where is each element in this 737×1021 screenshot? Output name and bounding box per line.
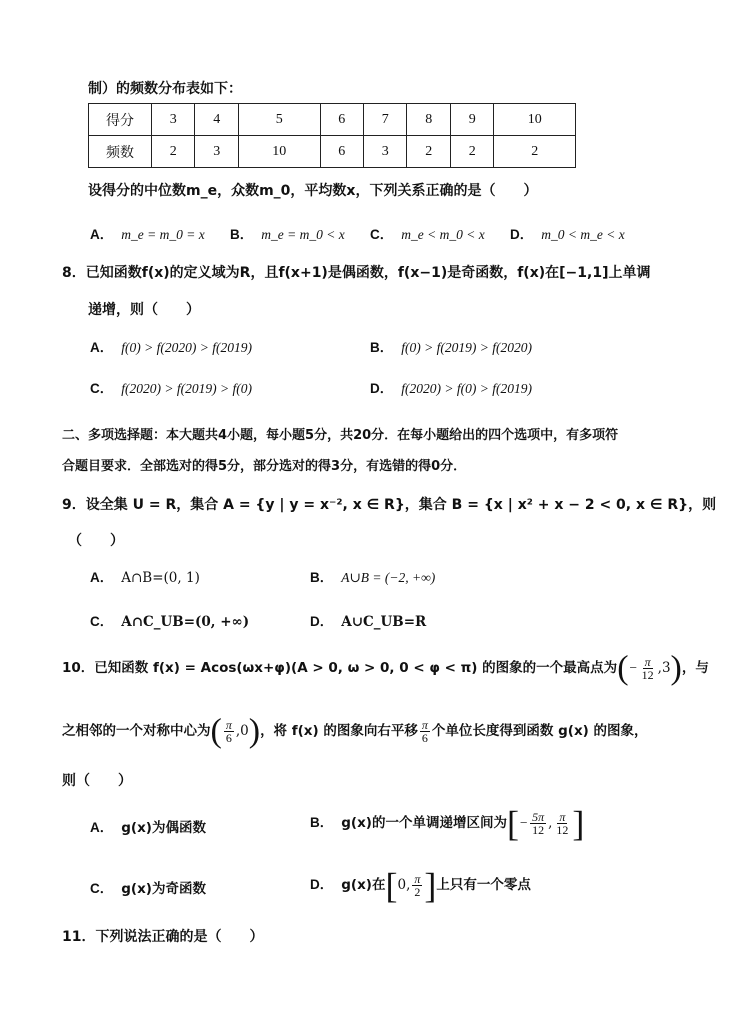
option-label: A． — [90, 820, 114, 835]
table-cell: 2 — [450, 136, 493, 168]
q7-stem: 设得分的中位数m_e，众数m_0，平均数x，下列关系正确的是（ ） — [88, 183, 538, 199]
q8-option-b — [370, 336, 532, 356]
fraction-numerator: π — [644, 655, 651, 669]
fraction-denominator: 12 — [641, 668, 654, 682]
q7-option-b — [230, 223, 345, 243]
interval-left-sign: − — [518, 815, 529, 830]
option-text: f(2020) > f(2019) > f(0) — [121, 381, 252, 396]
option-text: g(x)的一个单调递增区间为 — [341, 815, 507, 831]
table-cell: 2 — [494, 136, 576, 168]
table-cell: 4 — [195, 104, 238, 136]
option-text: g(x)在 — [341, 877, 386, 893]
table-cell: 6 — [320, 104, 363, 136]
q7-option-a — [90, 223, 205, 243]
interval-left-fraction — [530, 811, 546, 836]
table-header-frequency: 频数 — [89, 136, 152, 168]
bracket-open: [ — [385, 865, 398, 906]
q10-line2: 之相邻的一个对称中心为( $\frac{\pi}{6}$ ,0)，将 f(x) 的图象向右平移 $\frac{\pi}{6}$ 个单位长度得到函数 g(x) 的图象， — [62, 712, 648, 750]
table-row-frequency — [89, 136, 576, 168]
table-cell: 6 — [320, 136, 363, 168]
intro-line: 制）的频数分布表如下： — [88, 81, 242, 97]
option-label: D． — [510, 227, 534, 242]
shift-fraction — [420, 719, 430, 744]
option-text: A∪C_UB=R — [341, 614, 427, 630]
option-text: m_e = m_0 < x — [261, 227, 345, 242]
option-text: A∩C_UB=(0, +∞) — [121, 614, 250, 630]
option-label: A． — [90, 340, 114, 355]
paren-open: ( — [210, 712, 222, 750]
point2-fraction — [224, 719, 234, 744]
option-label: B． — [370, 340, 394, 355]
table-cell: 3 — [363, 136, 406, 168]
q9-line2: （ ） — [68, 533, 124, 549]
table-cell: 7 — [363, 104, 406, 136]
paren-open: ( — [617, 649, 629, 687]
option-text: m_e < m_0 < x — [401, 227, 485, 242]
option-label: D． — [310, 614, 334, 629]
point1-fraction — [640, 656, 656, 681]
table-cell: 2 — [407, 136, 450, 168]
q10-option-c — [90, 877, 206, 897]
bracket-open: [ — [506, 803, 519, 844]
fraction-denominator: 6 — [421, 731, 428, 745]
fraction-denominator: 6 — [225, 731, 232, 745]
fraction-numerator: π — [225, 718, 232, 732]
q10-option-a — [90, 816, 206, 836]
q10-line3: 则（ ） — [62, 773, 132, 789]
table-cell: 5 — [238, 104, 320, 136]
q7-option-c — [370, 223, 485, 243]
fraction-numerator: π — [414, 872, 421, 886]
q10-line1: 10．已知函数 f(x) = Acos(ωx+φ)(A > 0, ω > 0, 0 < φ < π) 的图象的一个最高点为(− $\frac{\pi}{12}$ ,3)，与 — [62, 649, 709, 687]
q10-line1-tail: ，与 — [681, 660, 709, 676]
option-label: D． — [370, 381, 394, 396]
fraction-numerator: 5π — [532, 810, 545, 824]
table-cell: 10 — [238, 136, 320, 168]
option-text: A∩B=(0, 1) — [121, 570, 200, 586]
option-label: C． — [90, 381, 114, 396]
q8-option-d — [370, 377, 532, 397]
option-text: m_0 < m_e < x — [541, 227, 625, 242]
option-label: B． — [230, 227, 254, 242]
q10-option-b: B． g(x)的一个单调递增区间为[− $\frac{5\pi}{12}$ , $\frac{\pi}{12}$ ] — [310, 803, 585, 844]
q8-line1: 8．已知函数f(x)的定义域为R，且f(x+1)是偶函数，f(x−1)是奇函数，f(x)在[−1,1]上单调 — [62, 265, 651, 281]
bracket-close: ] — [572, 803, 585, 844]
table-cell: 10 — [494, 104, 576, 136]
option-label: B． — [310, 570, 334, 585]
interval-hi-fraction — [412, 873, 422, 898]
point1-sign: − — [628, 660, 638, 675]
section2-line2: 合题目要求．全部选对的得5分，部分选对的得3分，有选错的得0分． — [62, 459, 467, 474]
table-cell: 3 — [152, 104, 195, 136]
q11-stem: 11．下列说法正确的是（ ） — [62, 929, 264, 945]
q8-option-a — [90, 336, 252, 356]
table-cell: 2 — [152, 136, 195, 168]
option-text: A∪B = (−2, +∞) — [341, 570, 436, 585]
interval-lo: 0 — [397, 877, 407, 893]
fraction-numerator: π — [421, 718, 428, 732]
paren-close: ) — [670, 649, 682, 687]
q10-line1-text: 10．已知函数 f(x) = Acos(ωx+φ)(A > 0, ω > 0, 0 < φ < π) 的图象的一个最高点为 — [62, 660, 618, 676]
option-label: B． — [310, 815, 334, 830]
q9-option-c — [90, 610, 249, 630]
fraction-numerator: π — [559, 810, 566, 824]
point2-y: 0 — [240, 723, 249, 739]
q8-option-c — [90, 377, 252, 397]
q9-line1: 9．设全集 U = R，集合 A = {y | y = x⁻², x ∈ R}，集合 B = {x | x² + x − 2 < 0, x ∈ R}，则 — [62, 497, 717, 513]
fraction-denominator: 12 — [556, 823, 569, 837]
interval-right-fraction — [554, 811, 570, 836]
q10-line2-mid: ，将 f(x) 的图象向右平移 — [260, 723, 418, 739]
table-cell: 9 — [450, 104, 493, 136]
q9-option-d — [310, 610, 426, 630]
q10-line2-tail: 个单位长度得到函数 g(x) 的图象， — [431, 723, 648, 739]
option-label: D． — [310, 877, 334, 892]
q7-option-d — [510, 223, 625, 243]
q8-line2: 递增，则（ ） — [88, 302, 200, 318]
option-text: m_e = m_0 = x — [121, 227, 205, 242]
section2-line1: 二、多项选择题：本大题共4小题，每小题5分，共20分．在每小题给出的四个选项中，有多项符 — [62, 428, 619, 443]
fraction-denominator: 12 — [532, 823, 545, 837]
option-text: f(0) > f(2019) > f(2020) — [401, 340, 532, 355]
fraction-denominator: 2 — [414, 885, 421, 899]
option-label: A． — [90, 227, 114, 242]
q9-option-b — [310, 566, 435, 586]
paren-close: ) — [248, 712, 261, 750]
bracket-close: ] — [424, 865, 437, 906]
table-header-score: 得分 — [89, 104, 152, 136]
option-label: C． — [370, 227, 394, 242]
option-label: A． — [90, 570, 114, 585]
option-text: g(x)为奇函数 — [121, 881, 206, 897]
option-text: g(x)为偶函数 — [121, 820, 206, 836]
option-text-tail: 上只有一个零点 — [436, 877, 531, 893]
option-text: f(2020) > f(0) > f(2019) — [401, 381, 532, 396]
option-label: C． — [90, 614, 114, 629]
option-text: f(0) > f(2020) > f(2019) — [121, 340, 252, 355]
option-label: C． — [90, 881, 114, 896]
point1-y: 3 — [661, 660, 671, 676]
table-cell: 3 — [195, 136, 238, 168]
table-row-score — [89, 104, 576, 136]
q10-line2-text: 之相邻的一个对称中心为 — [62, 723, 211, 739]
q10-option-d: D． g(x)在[0, $\frac{\pi}{2}$ ]上只有一个零点 — [310, 865, 531, 906]
table-cell: 8 — [407, 104, 450, 136]
q9-option-a — [90, 566, 200, 586]
frequency-table — [88, 103, 576, 168]
